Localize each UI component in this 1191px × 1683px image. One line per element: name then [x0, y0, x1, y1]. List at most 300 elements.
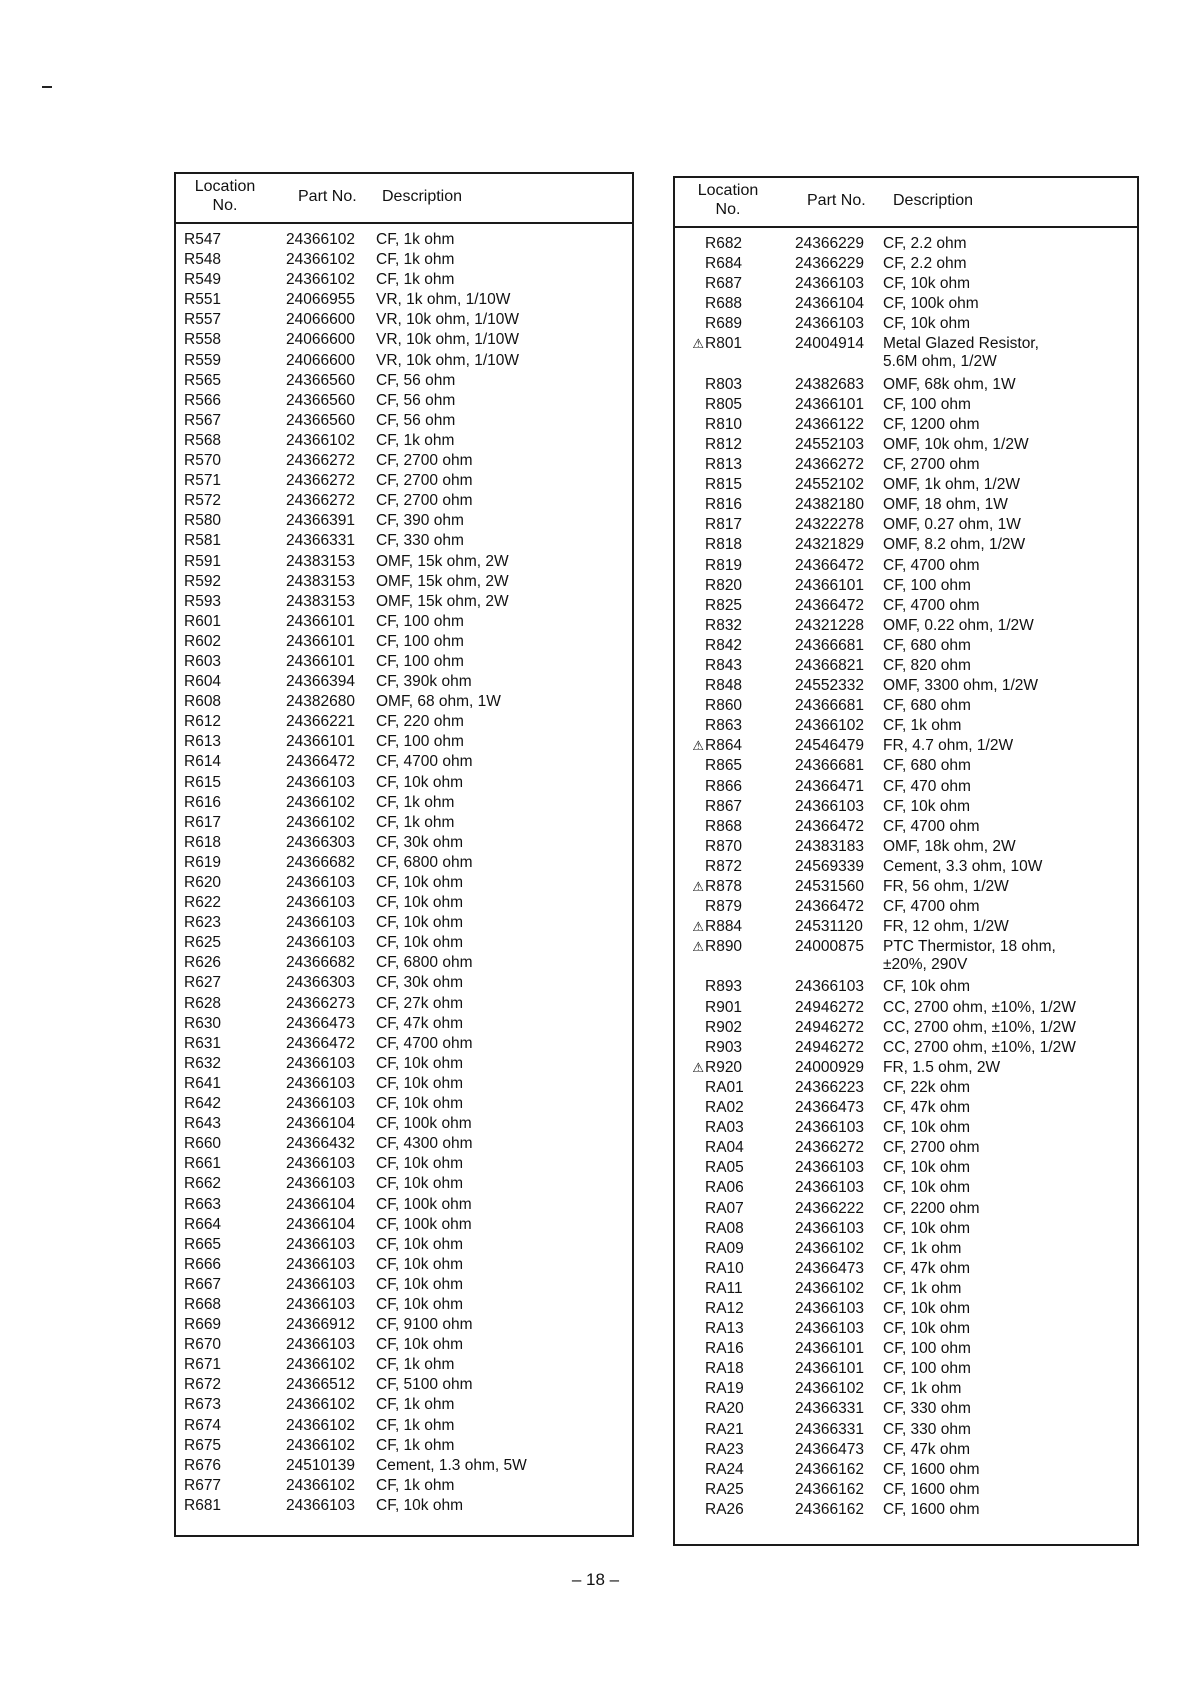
part-number: 24366103	[795, 1179, 864, 1197]
description-line: CF, 100 ohm	[883, 576, 971, 594]
part-number: 24366103	[286, 1255, 355, 1273]
table-row	[176, 1276, 632, 1296]
description	[376, 1175, 463, 1193]
description	[883, 1079, 970, 1097]
description	[376, 1015, 463, 1033]
description-line: CF, 1k ohm	[376, 813, 455, 831]
table-row	[675, 1320, 1137, 1340]
location-no	[687, 1260, 757, 1278]
part-number: 24366102	[286, 1396, 355, 1414]
description-line: CF, 1k ohm	[376, 1436, 455, 1454]
location-no	[184, 934, 221, 952]
description-line: CF, 56 ohm	[376, 391, 456, 409]
description-line: CF, 2700 ohm	[376, 452, 473, 470]
description	[376, 432, 454, 450]
location-text: RA13	[705, 1320, 744, 1338]
description	[883, 1461, 980, 1479]
location-no	[687, 798, 757, 816]
table-row	[675, 1240, 1137, 1260]
description	[883, 637, 971, 655]
location-no	[687, 235, 757, 253]
table-row	[675, 617, 1137, 637]
table-row	[176, 412, 632, 432]
location-text: R614	[184, 753, 222, 771]
description	[376, 352, 519, 370]
location-text: R665	[184, 1235, 222, 1253]
location-text: R866	[705, 777, 743, 795]
location-no	[184, 1196, 221, 1214]
description-line: CF, 100 ohm	[883, 1360, 971, 1378]
location-no	[184, 673, 221, 691]
warning-triangle-icon: ⚠	[692, 336, 704, 352]
table-row	[176, 613, 632, 633]
description	[883, 255, 967, 273]
table-row	[176, 1155, 632, 1175]
description	[376, 613, 464, 631]
location-no	[687, 1340, 757, 1358]
location-text: R860	[705, 697, 743, 715]
location-text: RA25	[705, 1480, 744, 1498]
location-no	[687, 275, 757, 293]
location-no	[687, 376, 757, 394]
part-number: 24366101	[795, 1360, 864, 1378]
description-line: FR, 56 ohm, 1/2W	[883, 878, 1009, 895]
description-line: CF, 2700 ohm	[883, 456, 980, 474]
part-number: 24382180	[795, 496, 864, 514]
part-number: 24383183	[795, 837, 864, 855]
table-row	[675, 938, 1137, 978]
description-line: CF, 1k ohm	[883, 1279, 962, 1297]
description-line: VR, 10k ohm, 1/10W	[376, 331, 520, 349]
location-text: R557	[184, 311, 222, 329]
part-number: 24366162	[795, 1460, 864, 1478]
description-line: CF, 680 ohm	[883, 636, 971, 654]
description-line: CF, 1k ohm	[376, 1396, 455, 1414]
part-number: 24366229	[795, 255, 864, 273]
description	[376, 1457, 527, 1475]
location-text: R619	[184, 853, 222, 871]
location-text: R817	[705, 516, 743, 534]
location-no	[687, 1400, 757, 1418]
description	[376, 553, 509, 571]
part-number: 24366103	[286, 914, 355, 932]
description	[883, 697, 971, 715]
table-header	[675, 178, 1137, 228]
table-row	[675, 1380, 1137, 1400]
description-line: CF, 2200 ohm	[883, 1199, 980, 1217]
location-text: R643	[184, 1115, 222, 1133]
part-number: 24366102	[286, 431, 355, 449]
location-no	[184, 392, 221, 410]
location-no	[184, 713, 221, 731]
location-text: R884	[705, 918, 743, 936]
description	[376, 753, 473, 771]
description	[376, 874, 463, 892]
table-row	[675, 1159, 1137, 1179]
location-no	[687, 858, 757, 876]
location-no	[184, 372, 221, 390]
description-line: CF, 4700 ohm	[376, 1034, 473, 1052]
part-number: 24366331	[286, 532, 355, 550]
location-no	[184, 472, 221, 490]
description-line: OMF, 15k ohm, 2W	[376, 592, 509, 610]
part-number: 24366821	[795, 656, 864, 674]
part-number: 24366272	[286, 492, 355, 510]
location-no	[687, 1019, 757, 1037]
location-text: R627	[184, 974, 222, 992]
warning-triangle-icon: ⚠	[692, 939, 704, 955]
table-row	[176, 251, 632, 271]
location-text: R667	[184, 1275, 222, 1293]
table-row	[675, 496, 1137, 516]
description	[883, 999, 1076, 1017]
part-number: 24322278	[795, 516, 864, 534]
part-number: 24366102	[286, 1356, 355, 1374]
location-no	[687, 778, 757, 796]
location-text: R612	[184, 713, 222, 731]
table-row	[675, 1360, 1137, 1380]
location-text: R669	[184, 1316, 222, 1334]
description	[883, 1360, 971, 1378]
location-text: R642	[184, 1095, 222, 1113]
part-number: 24366102	[795, 1239, 864, 1257]
location-text: R666	[184, 1255, 222, 1273]
description	[883, 557, 980, 575]
table-row	[176, 1175, 632, 1195]
table-row	[675, 577, 1137, 597]
part-number: 24366103	[795, 1320, 864, 1338]
stray-mark	[42, 86, 52, 88]
table-row	[176, 553, 632, 573]
part-number: 24000875	[795, 938, 864, 956]
location-no	[184, 1015, 221, 1033]
table-row	[675, 516, 1137, 536]
location-no	[687, 496, 757, 514]
description	[376, 1396, 454, 1414]
description	[376, 1075, 463, 1093]
description-line: CF, 30k ohm	[376, 833, 464, 851]
location-text: RA07	[705, 1199, 744, 1217]
description	[883, 516, 1021, 534]
warning-triangle-icon: ⚠	[692, 1059, 704, 1075]
description-line: CF, 10k ohm	[376, 773, 464, 791]
description-line: CF, 10k ohm	[883, 315, 971, 333]
description-line: CF, 47k ohm	[883, 1440, 971, 1458]
location-no	[184, 573, 221, 591]
part-number: 24366512	[286, 1376, 355, 1394]
part-number: 24366102	[286, 1476, 355, 1494]
part-number: 24366432	[286, 1135, 355, 1153]
location-text: R623	[184, 914, 222, 932]
location-no	[687, 697, 757, 715]
description-line: CF, 100k ohm	[376, 1215, 472, 1233]
location-text: R565	[184, 371, 222, 389]
location-no	[687, 818, 757, 836]
location-no	[184, 1316, 221, 1334]
location-no	[687, 476, 757, 494]
table-row	[176, 794, 632, 814]
location-no	[184, 1336, 221, 1354]
description	[376, 492, 473, 510]
table-row	[675, 1200, 1137, 1220]
table-row	[176, 452, 632, 472]
description	[883, 1421, 971, 1439]
table-row	[176, 974, 632, 994]
part-number: 24366229	[795, 235, 864, 252]
part-number: 24366682	[286, 954, 355, 972]
location-text: R671	[184, 1356, 222, 1374]
table-row	[176, 231, 632, 251]
description	[376, 733, 464, 751]
description-line: CF, 470 ohm	[883, 777, 971, 795]
location-text: R825	[705, 596, 743, 614]
description-line: CF, 4700 ohm	[883, 898, 980, 916]
table-row	[176, 331, 632, 351]
description	[376, 954, 473, 972]
description-line: CF, 9100 ohm	[376, 1316, 473, 1334]
description	[883, 1280, 961, 1298]
location-no	[687, 838, 757, 856]
location-no	[687, 315, 757, 333]
description-line: CF, 10k ohm	[376, 1155, 464, 1173]
location-text: R571	[184, 472, 222, 490]
location-text: R608	[184, 693, 222, 711]
description	[883, 295, 979, 313]
part-number: 24366272	[286, 472, 355, 490]
description	[376, 1095, 463, 1113]
description	[883, 496, 1008, 514]
description-line: FR, 4.7 ohm, 1/2W	[883, 737, 1014, 755]
location-no	[687, 1280, 757, 1298]
description	[883, 798, 970, 816]
location-no	[184, 1095, 221, 1113]
description-line: CF, 10k ohm	[376, 1175, 464, 1193]
description	[376, 1417, 454, 1435]
location-text: R681	[184, 1496, 222, 1514]
location-text: R628	[184, 994, 222, 1012]
location-no	[184, 331, 221, 349]
location-text: R617	[184, 813, 222, 831]
part-number: 24366272	[286, 452, 355, 470]
table-row	[675, 1400, 1137, 1420]
location-text: R661	[184, 1155, 222, 1173]
table-row	[176, 653, 632, 673]
description	[883, 235, 967, 253]
location-no	[184, 1035, 221, 1053]
description	[883, 1200, 980, 1218]
table-row	[176, 352, 632, 372]
table-row	[675, 1099, 1137, 1119]
part-number: 24531120	[795, 918, 863, 936]
part-number: 24366162	[795, 1480, 864, 1498]
location-no	[687, 717, 757, 735]
part-number: 24366103	[286, 934, 355, 952]
location-text: R559	[184, 351, 222, 369]
location-text: R920	[705, 1058, 743, 1076]
description-line: CF, 10k ohm	[376, 874, 464, 891]
part-number: 24366103	[795, 1299, 864, 1317]
description-line: CF, 1200 ohm	[883, 415, 980, 433]
table-row	[675, 557, 1137, 577]
table-row	[176, 1035, 632, 1055]
description	[376, 653, 464, 671]
location-no	[184, 271, 221, 289]
location-text: R630	[184, 1014, 222, 1032]
location-no	[184, 854, 221, 872]
part-number: 24366101	[795, 395, 864, 413]
part-number: 24366101	[795, 576, 864, 594]
description-line: CF, 1k ohm	[376, 231, 455, 248]
location-text: R572	[184, 492, 222, 510]
table-row	[176, 1336, 632, 1356]
location-no	[184, 311, 221, 329]
table-row	[176, 1316, 632, 1336]
part-number: 24066600	[286, 311, 355, 329]
table-row	[176, 995, 632, 1015]
table-row	[675, 1280, 1137, 1300]
table-row	[176, 532, 632, 552]
description	[883, 1501, 980, 1519]
table-row	[675, 838, 1137, 858]
location-text: RA05	[705, 1159, 744, 1177]
location-text: R570	[184, 452, 222, 470]
description	[883, 838, 1016, 856]
description	[883, 1139, 980, 1157]
part-number: 24366223	[795, 1078, 864, 1096]
description-line: CC, 2700 ohm, ±10%, 1/2W	[883, 1018, 1076, 1036]
table-row	[675, 1179, 1137, 1199]
location-no	[687, 637, 757, 655]
description-line: OMF, 18k ohm, 2W	[883, 837, 1016, 855]
description-line: CF, 680 ohm	[883, 757, 971, 775]
table-row	[675, 436, 1137, 456]
description-line: CF, 10k ohm	[376, 1295, 464, 1313]
table-row	[176, 1396, 632, 1416]
description	[376, 1035, 473, 1053]
table-row	[176, 271, 632, 291]
part-number: 24382683	[795, 375, 864, 393]
description-line: CF, 10k ohm	[376, 1095, 464, 1113]
location-text: RA16	[705, 1340, 744, 1358]
description	[376, 1055, 463, 1073]
location-no	[184, 874, 221, 892]
description	[376, 914, 463, 932]
header-description: Description	[893, 192, 974, 209]
description-line: CF, 1600 ohm	[883, 1500, 980, 1518]
description-line: CF, 100k ohm	[376, 1115, 472, 1133]
table-row	[675, 918, 1137, 938]
location-text: RA02	[705, 1099, 744, 1117]
part-number: 24531560	[795, 878, 864, 895]
table-row	[675, 757, 1137, 777]
description	[883, 1039, 1076, 1057]
description-line: OMF, 15k ohm, 2W	[376, 552, 509, 570]
location-text: RA08	[705, 1219, 744, 1237]
description	[376, 392, 455, 410]
part-number: 24366472	[795, 817, 864, 835]
location-text: R580	[184, 512, 222, 530]
part-number: 24366303	[286, 833, 355, 851]
description	[376, 593, 509, 611]
description-line: CF, 10k ohm	[883, 1219, 971, 1237]
location-text: R819	[705, 556, 743, 574]
description-line: CF, 10k ohm	[883, 1299, 971, 1317]
description-line: CF, 330 ohm	[883, 1400, 971, 1418]
location-no	[184, 814, 221, 832]
table-row	[675, 798, 1137, 818]
location-no	[687, 1099, 757, 1117]
table-row	[675, 1079, 1137, 1099]
table-row	[176, 593, 632, 613]
description	[376, 331, 519, 349]
description-line: CF, 100 ohm	[376, 632, 464, 650]
location-text: R872	[705, 857, 743, 875]
location-text: R878	[705, 878, 743, 895]
part-number: 24366103	[286, 1295, 355, 1313]
description-line: CF, 100 ohm	[376, 612, 464, 630]
description-line-2: ±20%, 290V	[883, 956, 968, 974]
location-text: R812	[705, 435, 743, 453]
location-text: R613	[184, 733, 222, 751]
location-no	[184, 1155, 221, 1173]
location-text: R863	[705, 717, 743, 735]
description-line: PTC Thermistor, 18 ohm,	[883, 938, 1056, 956]
description-line: CF, 390 ohm	[376, 512, 464, 530]
description-line: OMF, 8.2 ohm, 1/2W	[883, 536, 1026, 554]
description-line: CF, 10k ohm	[376, 934, 464, 952]
location-text: R567	[184, 411, 222, 429]
location-no	[687, 1380, 757, 1398]
location-no	[184, 1135, 221, 1153]
location-no	[184, 291, 221, 309]
table-row	[675, 1139, 1137, 1159]
table-row	[675, 1300, 1137, 1320]
description-line: CF, 1k ohm	[376, 271, 455, 289]
description-line: CF, 30k ohm	[376, 974, 464, 992]
location-no	[687, 1360, 757, 1378]
location-text: R816	[705, 496, 743, 514]
table-row	[675, 657, 1137, 677]
part-number: 24366102	[795, 1279, 864, 1297]
location-no	[184, 794, 221, 812]
location-no	[687, 1119, 757, 1137]
location-text: R602	[184, 632, 222, 650]
description-line: OMF, 18 ohm, 1W	[883, 496, 1008, 514]
description-line: CF, 1k ohm	[376, 1476, 455, 1494]
location-no	[184, 1376, 221, 1394]
description	[376, 794, 454, 812]
table-row	[176, 1296, 632, 1316]
description	[883, 938, 1056, 974]
location-text: R818	[705, 536, 743, 554]
part-number: 24366473	[795, 1440, 864, 1458]
location-text: R566	[184, 391, 222, 409]
part-number: 24366102	[286, 271, 355, 289]
part-number: 24382680	[286, 693, 355, 711]
description	[376, 512, 464, 530]
location-no	[687, 1159, 757, 1177]
description-line: CF, 2700 ohm	[883, 1139, 980, 1157]
description-line: CF, 820 ohm	[883, 656, 971, 674]
part-number: 24366472	[795, 898, 864, 916]
location-text: R682	[705, 235, 743, 252]
part-number: 24366103	[286, 1235, 355, 1253]
location-no	[687, 1240, 757, 1258]
description-line: CF, 10k ohm	[883, 797, 971, 815]
description	[376, 1376, 473, 1394]
table-row	[675, 376, 1137, 396]
location-text: RA19	[705, 1380, 744, 1398]
